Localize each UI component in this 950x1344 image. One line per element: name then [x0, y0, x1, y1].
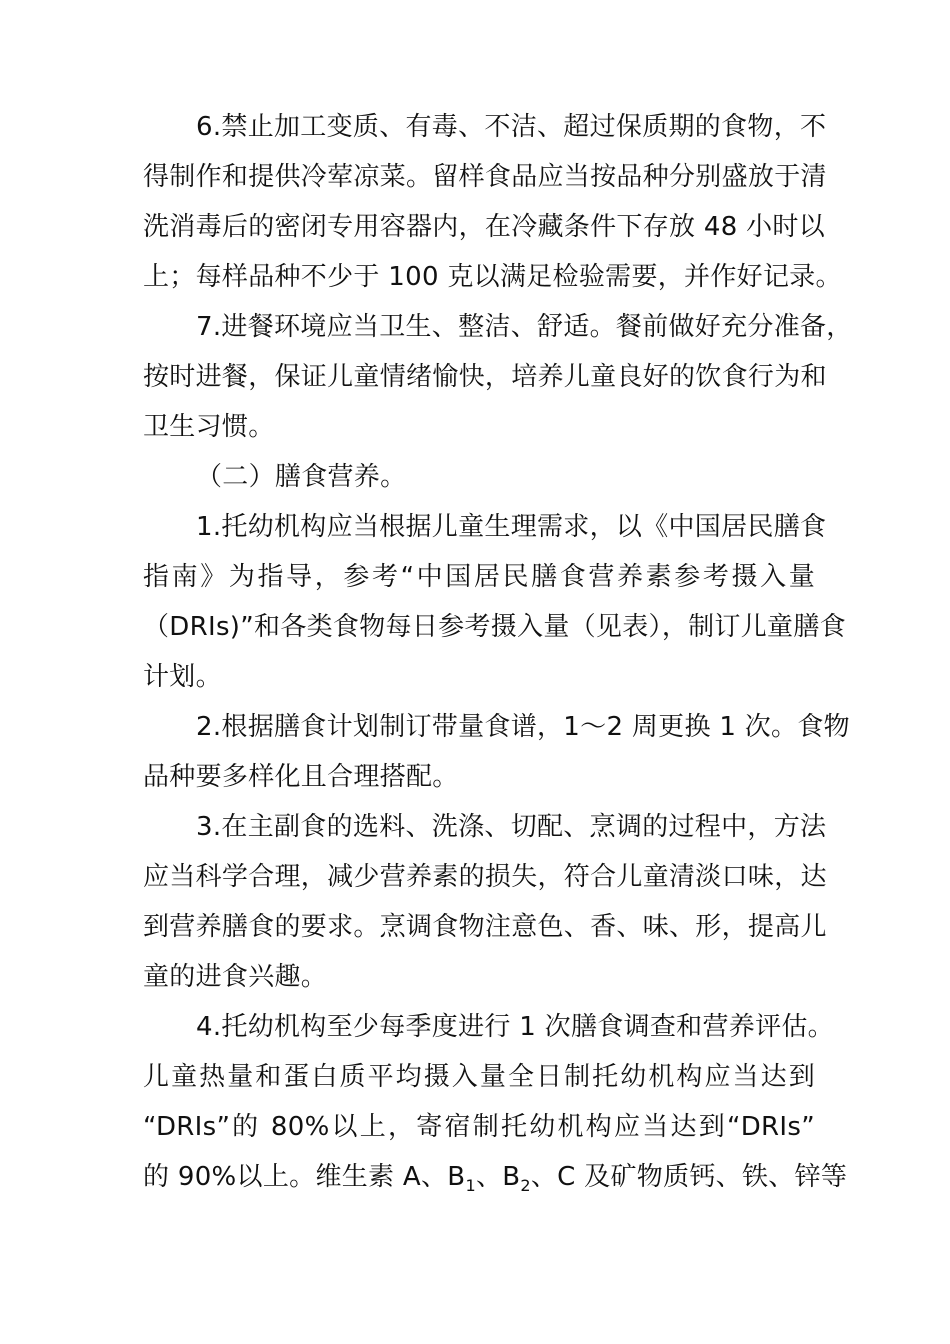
paragraph-2-line-2: 品种要多样化且合理搭配。 [143, 762, 459, 792]
paragraph-3-line-2: 应当科学合理，减少营养素的损失，符合儿童清淡口味，达 [143, 862, 827, 892]
text-segment: 、B [475, 1162, 521, 1192]
section-heading: （二）膳食营养。 [196, 462, 407, 492]
paragraph-7-line-1: 7.进餐环境应当卫生、整洁、舒适。餐前做好充分准备， [196, 312, 853, 342]
paragraph-3-line-1: 3.在主副食的选料、洗涤、切配、烹调的过程中，方法 [196, 812, 827, 842]
paragraph-6-line-1: 6.禁止加工变质、有毒、不洁、超过保质期的食物，不 [196, 112, 827, 142]
paragraph-4-line-4 [143, 1157, 848, 1197]
paragraph-3-line-4: 童的进食兴趣。 [143, 962, 328, 992]
text-segment: 、C 及矿物质钙、铁、锌等 [530, 1162, 848, 1192]
paragraph-6-line-3: 洗消毒后的密闭专用容器内，在冷藏条件下存放 48 小时以 [143, 212, 826, 242]
paragraph-2-line-1: 2.根据膳食计划制订带量食谱，1～2 周更换 1 次。食物 [196, 712, 850, 742]
paragraph-7-line-3: 卫生习惯。 [143, 412, 275, 442]
paragraph-7-line-2: 按时进餐，保证儿童情绪愉快，培养儿童良好的饮食行为和 [143, 362, 827, 392]
paragraph-1-line-4: 计划。 [143, 662, 222, 692]
paragraph-4-line-2: 儿童热量和蛋白质平均摄入量全日制托幼机构应当达到 [143, 1062, 815, 1092]
paragraph-3-line-3: 到营养膳食的要求。烹调食物注意色、香、味、形，提高儿 [143, 912, 827, 942]
subscript: 2 [520, 1176, 531, 1195]
paragraph-4-line-3: “DRIs”的 80%以上，寄宿制托幼机构应当达到“DRIs” [143, 1112, 815, 1142]
paragraph-6-line-4: 上；每样品种不少于 100 克以满足检验需要，并作好记录。 [143, 262, 842, 292]
paragraph-6-line-2: 得制作和提供冷荤凉菜。留样食品应当按品种分别盛放于清 [143, 162, 827, 192]
subscript: 1 [465, 1176, 476, 1195]
paragraph-4-line-1: 4.托幼机构至少每季度进行 1 次膳食调查和营养评估。 [196, 1012, 834, 1042]
text-segment: 的 90%以上。维生素 A、B [143, 1162, 466, 1192]
paragraph-1-line-3: （DRIs)”和各类食物每日参考摄入量（见表），制订儿童膳食 [143, 612, 846, 642]
paragraph-1-line-1: 1.托幼机构应当根据儿童生理需求，以《中国居民膳食 [196, 512, 827, 542]
paragraph-1-line-2: 指南》为指导，参考“中国居民膳食营养素参考摄入量 [143, 562, 815, 592]
